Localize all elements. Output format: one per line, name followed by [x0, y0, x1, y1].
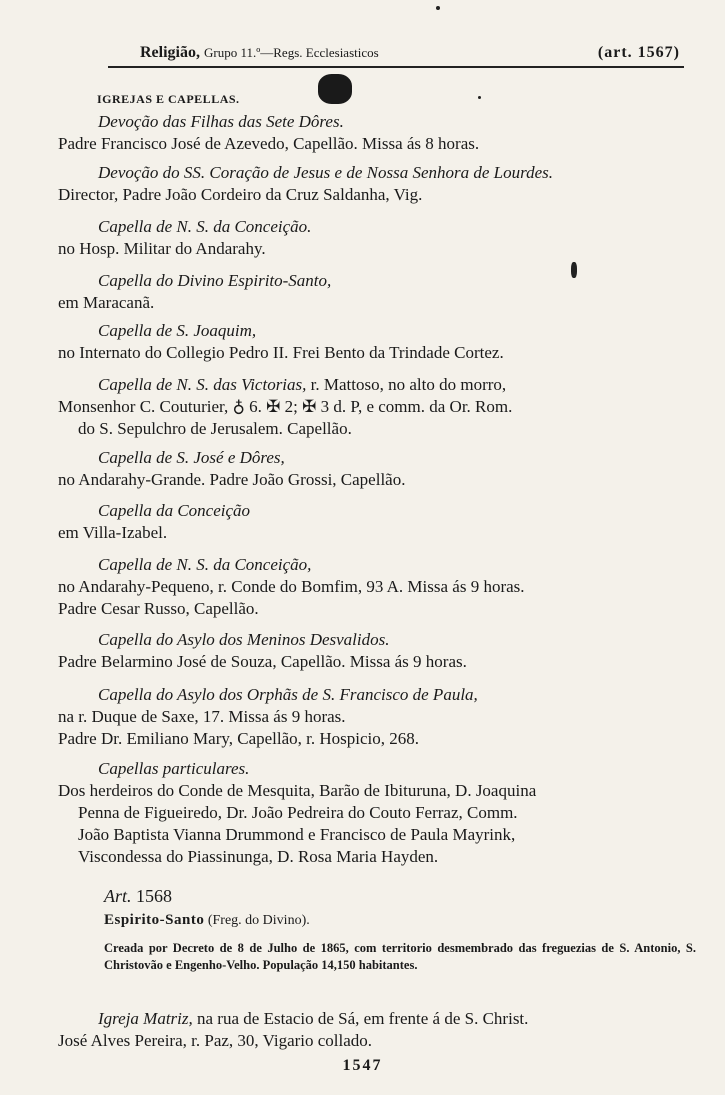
header-title: Religião, Grupo 11.º—Regs. Ecclesiasticos	[140, 44, 379, 61]
entry-line: do S. Sepulchro de Jerusalem. Capellão.	[78, 419, 352, 438]
entry-line: no Internato do Collegio Pedro II. Frei Bento da Trindade Cortez.	[58, 343, 504, 362]
entry-igreja-matriz	[58, 1008, 698, 1052]
entry-heading: Capella de S. Joaquim,	[98, 321, 257, 340]
entry-heading: Igreja Matriz,	[98, 1009, 193, 1028]
entry-line: em Maracanã.	[58, 293, 155, 312]
entry-asylo-orphas	[58, 684, 698, 750]
parish-detail: (Freg. do Divino).	[204, 913, 310, 928]
entry-heading: Capella da Conceição	[98, 501, 251, 520]
article-word: Art.	[104, 886, 132, 906]
parish-note: Creada por Decreto de 8 de Julho de 1865, com territorio desmembrado das freguezias de S. Antonio, S. Christovão e Engenho-Velho. População 14,150 habitantes.	[104, 941, 696, 972]
ink-speck	[478, 96, 481, 99]
entry-line: José Alves Pereira, r. Paz, 30, Vigario collado.	[58, 1031, 373, 1050]
entry-coracao-jesus	[58, 162, 698, 206]
entry-heading-line	[58, 1008, 698, 1030]
entry-line: em Villa-Izabel.	[58, 523, 168, 542]
entry-line: Monsenhor C. Couturier, ♁ 6. ✠ 2; ✠ 3 d. P, e comm. da Or. Rom.	[58, 397, 513, 416]
entry-capella-espirito-santo	[58, 270, 698, 314]
running-header	[108, 40, 684, 68]
section-title: IGREJAS E CAPELLAS.	[97, 92, 240, 106]
ink-speck	[436, 6, 440, 10]
entry-heading: Capella de N. S. da Conceição,	[98, 555, 312, 574]
article-label	[104, 886, 172, 907]
entry-line: Dos herdeiros do Conde de Mesquita, Barão de Ibituruna, D. Joaquina	[58, 781, 537, 800]
entry-line: Padre Francisco José de Azevedo, Capellão. Missa ás 8 horas.	[58, 134, 480, 153]
entry-capella-conceicao-andarahy	[58, 554, 698, 620]
entry-line: Padre Dr. Emiliano Mary, Capellão, r. Hospicio, 268.	[58, 729, 420, 748]
page-number: 1547	[342, 1057, 383, 1074]
entry-heading: Capella de N. S. das Victorias,	[98, 375, 307, 394]
entry-heading: Capella do Asylo dos Meninos Desvalidos.	[98, 630, 390, 649]
entry-heading: Capella do Divino Espirito-Santo,	[98, 271, 332, 290]
entry-heading: Capella do Asylo dos Orphãs de S. Francisco de Paula,	[98, 685, 478, 704]
entry-line: no Andarahy-Grande. Padre João Grossi, Capellão.	[58, 470, 406, 489]
entry-asylo-meninos	[58, 629, 698, 673]
entry-line: João Baptista Vianna Drummond e Francisco de Paula Mayrink,	[78, 825, 516, 844]
entry-capella-victorias	[58, 374, 698, 440]
entry-heading: Devoção das Filhas das Sete Dôres.	[98, 112, 344, 131]
entry-line: Penna de Figueiredo, Dr. João Pedreira do Couto Ferraz, Comm.	[78, 803, 518, 822]
parish-heading	[104, 912, 310, 929]
parish-name: Espirito-Santo	[104, 912, 205, 928]
entry-capella-s-jose	[58, 447, 698, 491]
entry-capella-conceicao-villa	[58, 500, 698, 544]
entry-capellas-particulares	[58, 758, 698, 868]
entry-heading-rest: na rua de Estacio de Sá, em frente á de S. Christ.	[192, 1009, 529, 1028]
article-number: 1568	[136, 886, 173, 906]
entry-capella-s-joaquim	[58, 320, 698, 364]
entry-line: Viscondessa do Piassinunga, D. Rosa Maria Hayden.	[78, 847, 439, 866]
entry-heading: Capella de S. José e Dôres,	[98, 448, 285, 467]
ink-speck	[571, 262, 577, 278]
header-group: Grupo 11.º—Regs. Ecclesiasticos	[204, 45, 379, 60]
entry-line: no Hosp. Militar do Andarahy.	[58, 239, 266, 258]
entry-heading: Capellas particulares.	[98, 759, 250, 778]
entry-line: na r. Duque de Saxe, 17. Missa ás 9 horas.	[58, 707, 346, 726]
entry-line: Director, Padre João Cordeiro da Cruz Saldanha, Vig.	[58, 185, 423, 204]
entry-line: Padre Cesar Russo, Capellão.	[58, 599, 259, 618]
entry-filhas-sete-dores	[58, 111, 698, 155]
entry-heading: Devoção do SS. Coração de Jesus e de Nossa Senhora de Lourdes.	[98, 163, 553, 182]
entry-capella-conceicao-hosp	[58, 216, 698, 260]
entry-heading: Capella de N. S. da Conceição.	[98, 217, 312, 236]
header-article: (art. 1567)	[597, 44, 680, 61]
entry-line: no Andarahy-Pequeno, r. Conde do Bomfim, 93 A. Missa ás 9 horas.	[58, 577, 525, 596]
ink-blot	[318, 74, 352, 104]
entry-line: Padre Belarmino José de Souza, Capellão. Missa ás 9 horas.	[58, 652, 467, 671]
entry-heading-line	[58, 374, 698, 396]
entry-heading-rest: r. Mattoso, no alto do morro,	[306, 375, 507, 394]
